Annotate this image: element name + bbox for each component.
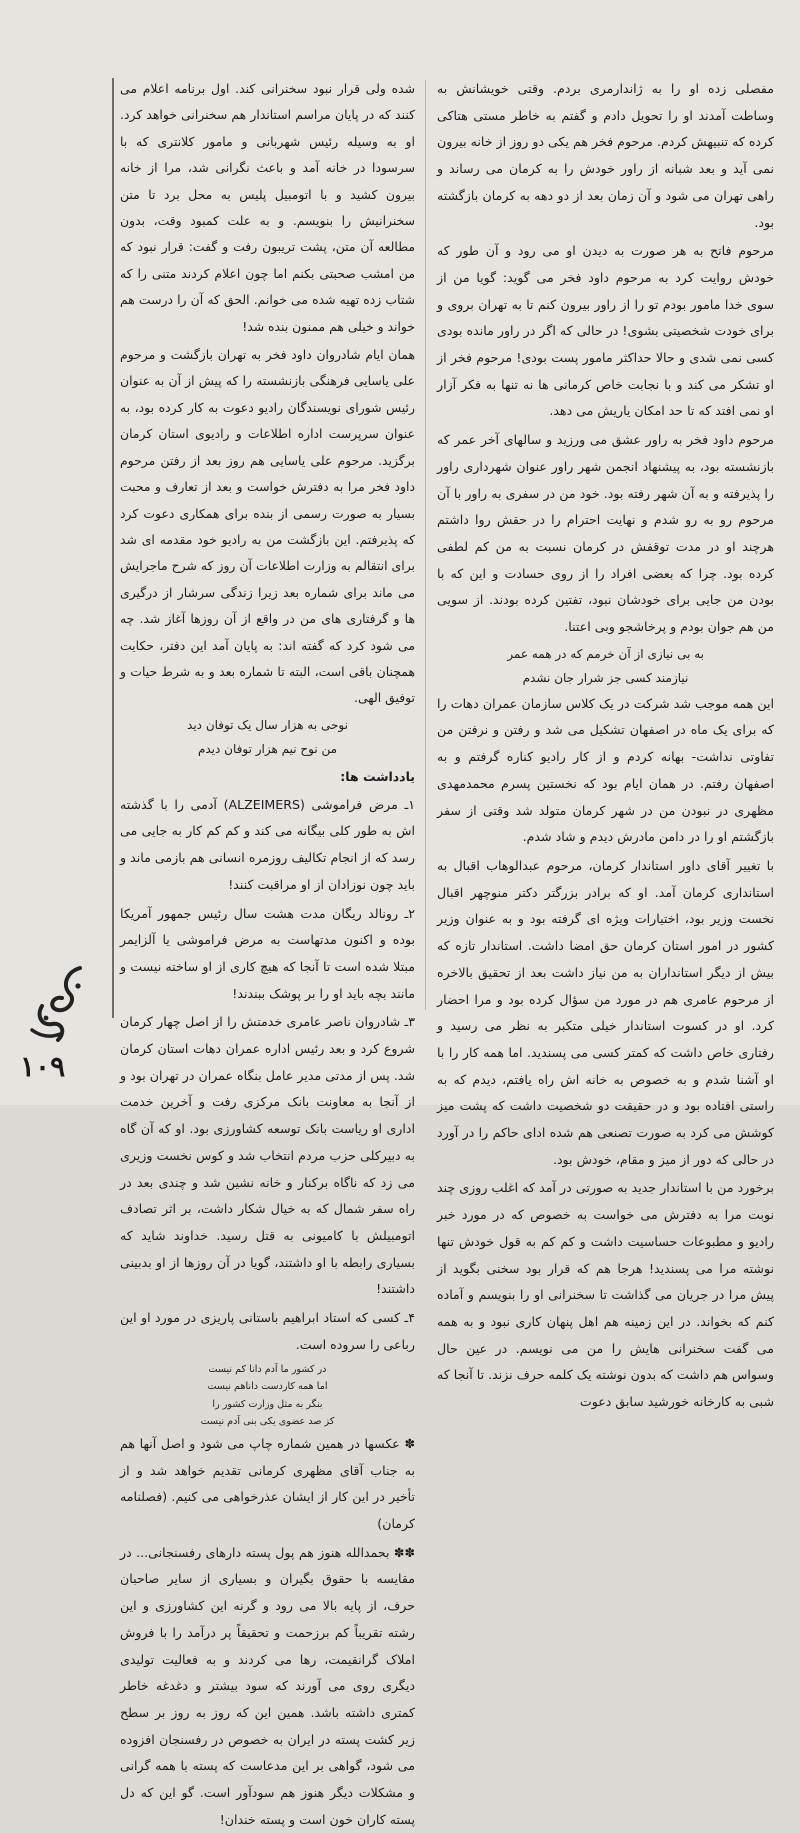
kerman-logo (22, 960, 94, 1050)
page-number: ۱۰۹ (20, 1050, 66, 1083)
poem-line: نیازمند کسی جز شرار جان نشدم (522, 670, 689, 685)
note: ۱ـ مرض فراموشی (ALZEIMERS) آدمی را با گذشته اش به طور کلی بیگانه می کند و کم کم کار به جایی می رسد که از انجام تکالیف روزمره انسانی هم بازمی ماند و باید چون نوزادان از او مراقبت کنند! (120, 796, 415, 892)
poem-line: نوحی به هزار سال یک توفان دید (187, 717, 348, 732)
column-divider (425, 80, 426, 1010)
poem-line: به بی نیازی از آن خرمم که در همه عمر (507, 646, 704, 661)
paragraph: مفصلی زده او را به ژاندارمری بردم. وقتی خویشانش به وساطت آمدند او را تحویل دادم و گفتم به خاطر مستی هتاکی کرده که تنبیهش کردم. مرحوم فخر هم یکی دو روز از خانه بیرون نمی آید و بعد شبانه از راور خودش را به کرمان می رساند و راهی تهران می شود و آن زمان بعد از دو دهه به کرمان بازگشته بود. (437, 81, 774, 230)
paragraph: با تغییر آقای داور استاندار کرمان، مرحوم عبدالوهاب اقبال به استانداری کرمان آمد. او که برادر بزرگتر دکتر منوچهر اقبال نخست وزیر بود، اختیارات ویژه ای گرفته بود و به عنوان وزیر کشور در امور استان کرمان حق امضا داشت. استاندار تازه که بیش از دیگر استانداران به من نیاز داشت بعد از تحقیق بالاخره از مرحوم عامری هم در مورد من سؤال کرده بود و مرا احضار کرد. او در کسوت استاندار خیلی متکبر به نظر می رسید و رفتاری خاص داشت که کمتر کسی می پسندید. اما همه کار را با او آشنا شدم و به خصوص به خانه اش راه یافتم، دیدم که به راستی افتاده بود و در حقیقت دو شخصیت داشت که پشت میز کوشش می کرد به صورت تصنعی هم شده ادای حاکم را در آورد در حالی که دور از میز و مقام، خودش بود. (437, 857, 774, 1167)
note-poem-line: بنگر به مثل وزارت کشور را (212, 1398, 323, 1410)
note: ۲ـ رونالد ریگان مدت هشت سال رئیس جمهور آمریکا بوده و اکنون مدتهاست به مرض فراموشی یا آلزایمر مبتلا شده است تا آنجا که هیچ کاری از او ساخته نیست و مانند بچه باید او را بر پوشک ببندند! (120, 905, 415, 1001)
note-poem-line: اما همه کاردست داناهم نیست (207, 1381, 328, 1393)
note-poem-line: کز صد عضوی یکی بنی آدم نیست (200, 1416, 335, 1428)
paragraph: همان ایام شادروان داود فخر به تهران بازگشت و مرحوم علی یاسایی فرهنگی بازنشسته را که پیش از آن به عنوان رئیس شورای نویسندگان رادیو دعوت به کار کرده بود، به عنوان سرپرست اداره اطلاعات و رادیوی استان کرمان برگزید. مرحوم علی یاسایی هم روز بعد از رفتن مرحوم داود فخر مرا به دفترش خواست و بعد از تعارف و محبت بسیار به صورت رسمی از بنده برای همکاری دعوت کرد که پذیرفتم. این بازگشت من به رادیو خود مقدمه ای شد برای انتقالم به وزارت اطلاعات آن روز که شرح ماجرایش می ماند برای شماره بعد زیرا زندگی سرشار از درگیری ها و گرفتاری های من در واقع از آن روزها آغاز شد. چه می شود کرد که گفته اند: به پایان آمد این دفتر، حکایت همچنان باقی است، البته تا شماره بعد و به شرط حیات و توفیق الهی. (120, 347, 415, 706)
notes-heading: یادداشت ها: (340, 768, 415, 784)
paragraph: برخورد من با استاندار جدید به صورتی در آمد که اغلب روزی چند نوبت مرا به دفترش می خواست به خصوص که در مورد خبر رادیو و مطبوعات حساسیت داشت و کم کم به قول خودش تنها نوشته مرا می پسندید! هرجا هم که قرار بود سخنی بگوید از پیش مرا در جریان می گذاشت تا سخنرانی او را بنویسم و آماده کنم که بخواند. در این زمینه هم اهل پنهان کاری نبود و به همه می گفت سخنرانی هایش را من می نویسم. در عین حال وسواس هم داشت که بدون نوشته یک کلمه حرف نزند. تا آنجا که شبی به کارخانه خورشید سابق دعوت (437, 1180, 774, 1410)
footnote: ✽✽ بحمدالله هنوز هم پول پسته دارهای رفسنجانی... در مقایسه با حقوق بگیران و بسیاری از سایر صاحبان حرف، از پایه بالا می رود و گرنه این کشاورزی و این رشته تقریباً کم برزحمت و تحقیقاً پر درآمد را با فروش املاک گرانقیمت، رها می کردند و به فعالیت تولیدی دیگری روی می آورند که سود بیشتر و دغدغه خاطر کمتری داشته باشد. همین این که روز به روز بر سطح زیر کشت پسته در ایران به خصوص در رفسنجان افزوده می شود، گواهی بر این مدعاست که پسته با همه گرانی و مشکلات دیگر هنوز هم سودآور است. گو این که دل پسته کاران خون است و پسته خندان! (120, 1544, 415, 1827)
margin-rule (112, 78, 114, 1018)
note: ۳ـ شادروان ناصر عامری خدمتش را از اصل چهار کرمان شروع کرد و بعد رئیس اداره عمران دهات استان کرمان شد. پس از مدتی مدیر عامل بنگاه عمران در تهران بود و از آنجا به معاونت بانک مرکزی رفت و آخرین خدمت اداری او ریاست بانک توسعه کشاورزی بود. او که آن گاه به دبیرکلی حزب مردم انتخاب شد و کوس نخست وزیری می زد که ناگاه برکنار و خانه نشین شد و چندی بعد در راه سفر شمال که به خیال شکار داشت، بر اثر تصادف اتومبیلش با کامیونی به قتل رسید. خداوند شاید که بسیاری رابطه با او داشتند، گویا در آن روزها از او بدبینی داشتند! (120, 1014, 415, 1297)
paragraph: شده ولی قرار نبود سخنرانی کند. اول برنامه اعلام می کنند که در پایان مراسم استاندار هم سخنرانی خواهد کرد. او به وسیله رئیس شهربانی و مامور کلانتری که با سرسودا در خانه آمد و باعث نگرانی شد، مرا از خانه بیرون کشید و با اتومبیل پلیس به محل برد تا متن سخنرانیش را بنویسم. و به علت کمبود وقت، بدون مطالعه آن متن، پشت تریبون رفت و گفت: قرار نبود که من امشب صحبتی بکنم اما چون اعلام کردند متنی را که شتاب زده تهیه شده می خوانم. الحق که آن را درست هم خواند و خیلی هم ممنون بنده شد! (120, 81, 415, 334)
note: ۴ـ کسی که استاد ابراهیم باستانی پاریزی در مورد او این رباعی را سروده است. (120, 1310, 415, 1352)
poem-line: من نوح نیم هزار توفان دیدم (197, 741, 338, 756)
footnote: ✽ عکسها در همین شماره چاپ می شود و اصل آنها هم به جناب آقای مظهری کرمانی تقدیم خواهد شد و از تأخیر در این کار از ایشان عذرخواهی می کنیم. (فصلنامه کرمان) (120, 1435, 415, 1531)
right-column (437, 76, 774, 1410)
left-column (120, 76, 415, 1827)
paragraph: مرحوم داود فخر به راور عشق می ورزید و سالهای آخر عمر که بازنشسته بود، به پیشنهاد انجمن شهر راور عنوان شهرداری راور را پذیرفته و به آن شهر رفته بود. خود من در سفری به راور با آن مرحوم رو به رو شدم و نهایت احترام را در حقش روا داشتم هرچند او در مدت توقفش در کرمان نسبت به من کم لطفی کرده بود. چرا که بعضی افراد را از روی حسادت و این که با بودن من جایی برای خودشان نبود، تفتین کرده بودند. از سویی من هم جوان بودم و پرخاشجو وبی اعتنا. (437, 432, 774, 635)
paragraph: این همه موجب شد شرکت در یک کلاس سازمان عمران دهات را که برای یک ماه در اصفهان تشکیل می شد و رفتن و نرفتن من تفاوتی نداشت- بهانه کردم و از کار رادیو کناره گرفتم و به اصفهان رفتم. در همان ایام بود که نخستین پسرم محمدمهدی مظهری در نبودن من در شهر کرمان متولد شد وقتی از سفر بازگشتم او را در دامن مادرش دیدم و شاد شدم. (437, 695, 774, 845)
note-poem-line: در کشور ما آدم دانا کم نیست (208, 1363, 327, 1375)
paragraph: مرحوم فاتح به هر صورت به دیدن او می رود و آن طور که خودش روایت کرد به مرحوم داود فخر می گوید: گویا من از سوی خدا مامور بودم تو را از راور بیرون کنم تا به تهران بروی و برای خودت شخصیتی بشوی! در حالی که اگر در راور مانده بودی کسی نمی شدی و حالا حداکثر مامور پست بودی! مرحوم فخر از او تشکر می کند و با نجابت خاص کرمانی ها نه تنها به فکر آزار او نمی افتد که تا حد امکان یاریش می دهد. (437, 243, 774, 419)
